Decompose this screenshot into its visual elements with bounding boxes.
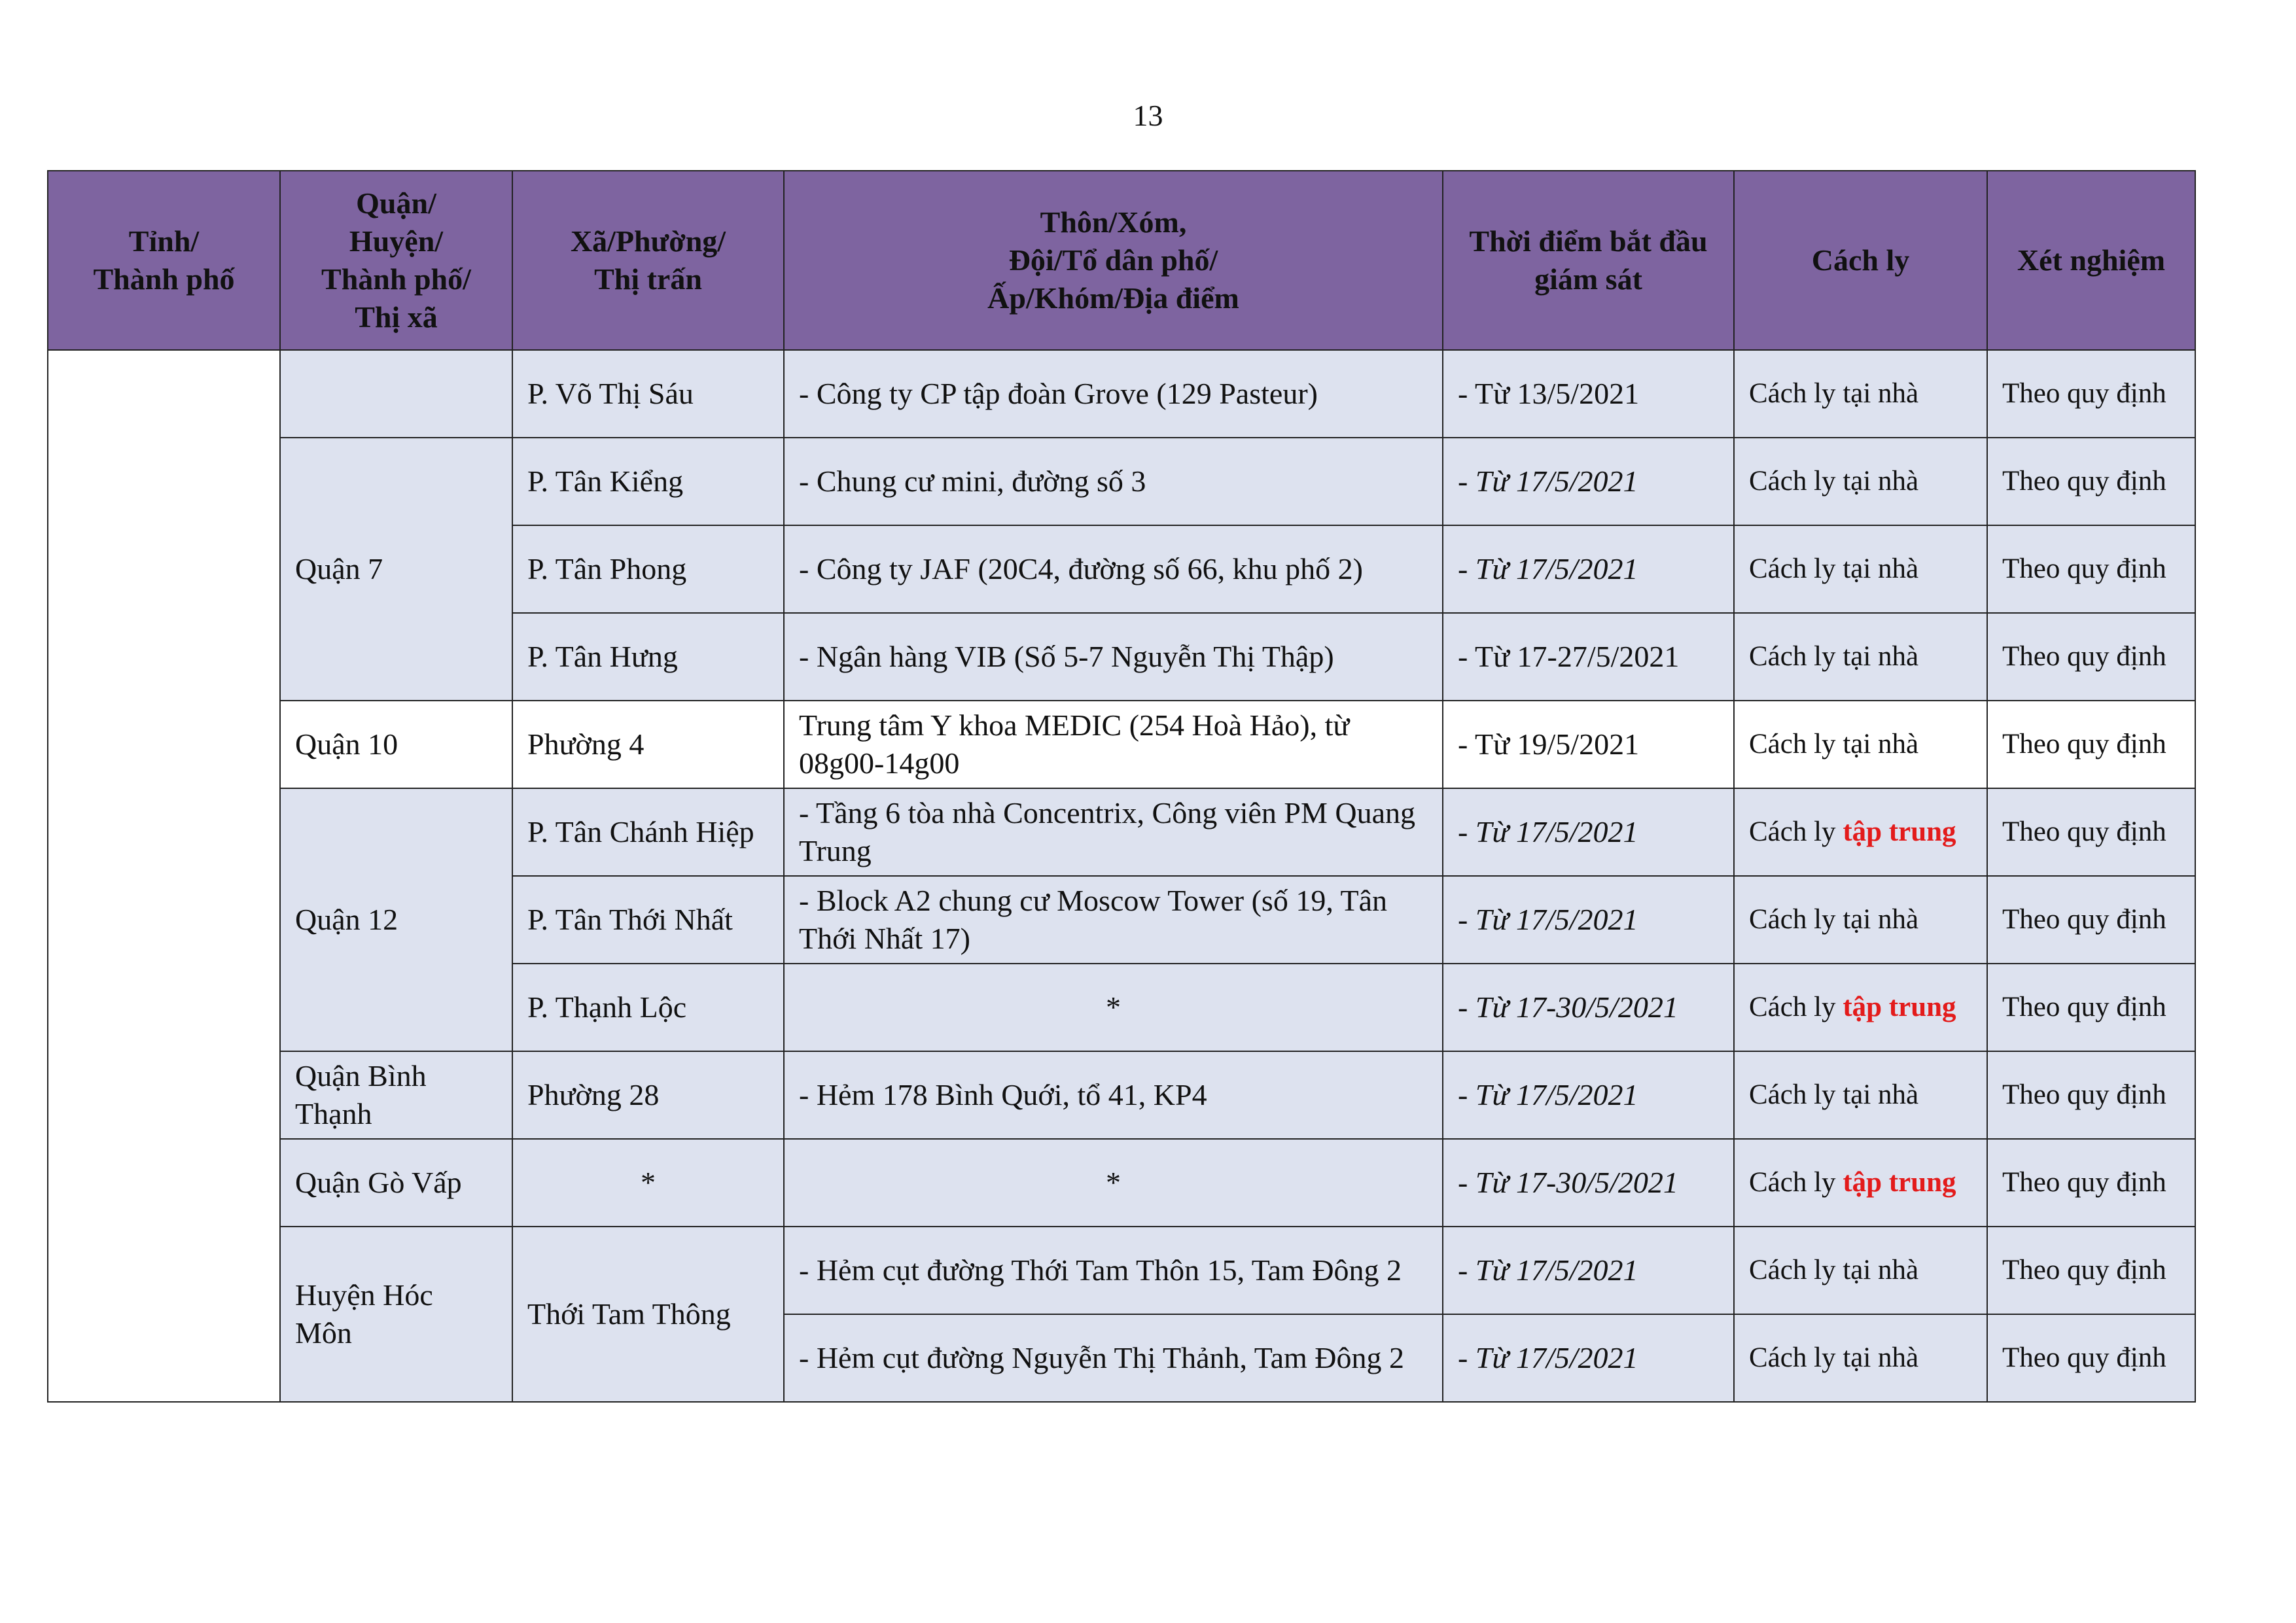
place-cell: - Ngân hàng VIB (Số 5-7 Nguyễn Thị Thập) bbox=[784, 613, 1443, 701]
district-cell: Quận 10 bbox=[280, 701, 512, 788]
ward-cell: P. Thạnh Lộc bbox=[512, 964, 784, 1051]
ward-cell: P. Tân Chánh Hiệp bbox=[512, 788, 784, 876]
table-row bbox=[48, 1139, 2195, 1227]
start-cell: - Từ 17-30/5/2021 bbox=[1443, 1139, 1734, 1227]
start-cell: - Từ 17-30/5/2021 bbox=[1443, 964, 1734, 1051]
ward-cell: P. Tân Hưng bbox=[512, 613, 784, 701]
start-cell: - Từ 19/5/2021 bbox=[1443, 701, 1734, 788]
isolation-cell: Cách ly tại nhà bbox=[1734, 1051, 1987, 1139]
start-cell: - Từ 17/5/2021 bbox=[1443, 525, 1734, 613]
testing-cell: Theo quy định bbox=[1987, 1314, 2195, 1402]
start-cell: - Từ 17/5/2021 bbox=[1443, 438, 1734, 525]
testing-cell: Theo quy định bbox=[1987, 876, 2195, 964]
header-row bbox=[48, 171, 2195, 350]
header-isolation: Cách ly bbox=[1734, 171, 1987, 350]
place-cell: - Hẻm cụt đường Nguyễn Thị Thảnh, Tam Đông 2 bbox=[784, 1314, 1443, 1402]
isolation-cell: Cách ly tại nhà bbox=[1734, 613, 1987, 701]
start-cell: - Từ 13/5/2021 bbox=[1443, 350, 1734, 438]
isolation-cell: Cách ly tại nhà bbox=[1734, 1314, 1987, 1402]
start-cell: - Từ 17/5/2021 bbox=[1443, 876, 1734, 964]
isolation-cell: Cách ly tại nhà bbox=[1734, 438, 1987, 525]
testing-cell: Theo quy định bbox=[1987, 701, 2195, 788]
ward-cell: P. Võ Thị Sáu bbox=[512, 350, 784, 438]
ward-cell: P. Tân Thới Nhất bbox=[512, 876, 784, 964]
isolation-cell: Cách ly tại nhà bbox=[1734, 525, 1987, 613]
place-cell: - Hẻm cụt đường Thới Tam Thôn 15, Tam Đông 2 bbox=[784, 1227, 1443, 1314]
ward-cell: Thới Tam Thông bbox=[512, 1227, 784, 1402]
place-cell: * bbox=[784, 1139, 1443, 1227]
place-cell: Trung tâm Y khoa MEDIC (254 Hoà Hảo), từ 08g00-14g00 bbox=[784, 701, 1443, 788]
header-testing: Xét nghiệm bbox=[1987, 171, 2195, 350]
place-cell: - Công ty JAF (20C4, đường số 66, khu phố 2) bbox=[784, 525, 1443, 613]
table-row bbox=[48, 701, 2195, 788]
start-cell: - Từ 17/5/2021 bbox=[1443, 1051, 1734, 1139]
district-cell: Quận Gò Vấp bbox=[280, 1139, 512, 1227]
testing-cell: Theo quy định bbox=[1987, 1227, 2195, 1314]
table-row bbox=[48, 788, 2195, 876]
isolation-cell: Cách ly tại nhà bbox=[1734, 876, 1987, 964]
testing-cell: Theo quy định bbox=[1987, 1139, 2195, 1227]
ward-cell: Phường 4 bbox=[512, 701, 784, 788]
district-cell: Quận 7 bbox=[280, 438, 512, 701]
header-province: Tỉnh/ Thành phố bbox=[48, 171, 280, 350]
isolation-cell: Cách ly tập trung bbox=[1734, 964, 1987, 1051]
page-number: 13 bbox=[1133, 99, 1163, 132]
district-cell: Quận 12 bbox=[280, 788, 512, 1051]
start-cell: - Từ 17-27/5/2021 bbox=[1443, 613, 1734, 701]
header-district: Quận/ Huyện/ Thành phố/ Thị xã bbox=[280, 171, 512, 350]
header-start-time: Thời điểm bắt đầu giám sát bbox=[1443, 171, 1734, 350]
testing-cell: Theo quy định bbox=[1987, 613, 2195, 701]
district-cell bbox=[280, 350, 512, 438]
ward-cell: P. Tân Phong bbox=[512, 525, 784, 613]
isolation-cell: Cách ly tập trung bbox=[1734, 788, 1987, 876]
table-row bbox=[48, 350, 2195, 438]
table-row bbox=[48, 1227, 2195, 1314]
testing-cell: Theo quy định bbox=[1987, 1051, 2195, 1139]
start-cell: - Từ 17/5/2021 bbox=[1443, 1227, 1734, 1314]
table-row bbox=[48, 438, 2195, 525]
testing-cell: Theo quy định bbox=[1987, 788, 2195, 876]
place-cell: - Công ty CP tập đoàn Grove (129 Pasteur) bbox=[784, 350, 1443, 438]
place-cell: - Chung cư mini, đường số 3 bbox=[784, 438, 1443, 525]
isolation-cell: Cách ly tại nhà bbox=[1734, 350, 1987, 438]
testing-cell: Theo quy định bbox=[1987, 350, 2195, 438]
isolation-cell: Cách ly tập trung bbox=[1734, 1139, 1987, 1227]
testing-cell: Theo quy định bbox=[1987, 438, 2195, 525]
header-ward: Xã/Phường/ Thị trấn bbox=[512, 171, 784, 350]
table-row bbox=[48, 1051, 2195, 1139]
start-cell: - Từ 17/5/2021 bbox=[1443, 788, 1734, 876]
place-cell: * bbox=[784, 964, 1443, 1051]
place-cell: - Hẻm 178 Bình Quới, tổ 41, KP4 bbox=[784, 1051, 1443, 1139]
ward-cell: P. Tân Kiểng bbox=[512, 438, 784, 525]
place-cell: - Block A2 chung cư Moscow Tower (số 19, Tân Thới Nhất 17) bbox=[784, 876, 1443, 964]
place-cell: - Tầng 6 tòa nhà Concentrix, Công viên PM Quang Trung bbox=[784, 788, 1443, 876]
monitoring-table bbox=[47, 170, 2196, 1403]
province-cell bbox=[48, 350, 280, 1402]
isolation-cell: Cách ly tại nhà bbox=[1734, 701, 1987, 788]
ward-cell: Phường 28 bbox=[512, 1051, 784, 1139]
testing-cell: Theo quy định bbox=[1987, 964, 2195, 1051]
header-hamlet: Thôn/Xóm, Đội/Tổ dân phố/ Ấp/Khóm/Địa điểm bbox=[784, 171, 1443, 350]
district-cell: Quận Bình Thạnh bbox=[280, 1051, 512, 1139]
start-cell: - Từ 17/5/2021 bbox=[1443, 1314, 1734, 1402]
testing-cell: Theo quy định bbox=[1987, 525, 2195, 613]
ward-cell: * bbox=[512, 1139, 784, 1227]
isolation-cell: Cách ly tại nhà bbox=[1734, 1227, 1987, 1314]
district-cell: Huyện Hóc Môn bbox=[280, 1227, 512, 1402]
